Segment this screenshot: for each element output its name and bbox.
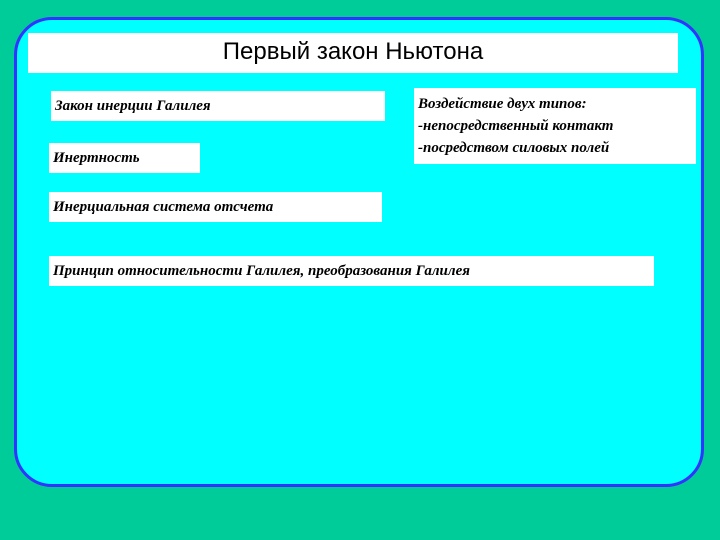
interaction-heading: Воздействие двух типов: xyxy=(418,96,587,112)
inertia-law-box: Закон инерции Галилея xyxy=(51,91,385,121)
inertial-frame-box: Инерциальная система отсчета xyxy=(49,192,382,222)
interaction-types-box xyxy=(414,88,696,164)
interaction-item-fields: -посредством силовых полей xyxy=(418,140,610,156)
slide-title: Первый закон Ньютона xyxy=(28,33,678,73)
inertness-box: Инертность xyxy=(49,143,200,173)
interaction-item-contact: -непосредственный контакт xyxy=(418,118,614,134)
relativity-principle-box: Принцип относительности Галилея, преобразования Галилея xyxy=(49,256,654,286)
